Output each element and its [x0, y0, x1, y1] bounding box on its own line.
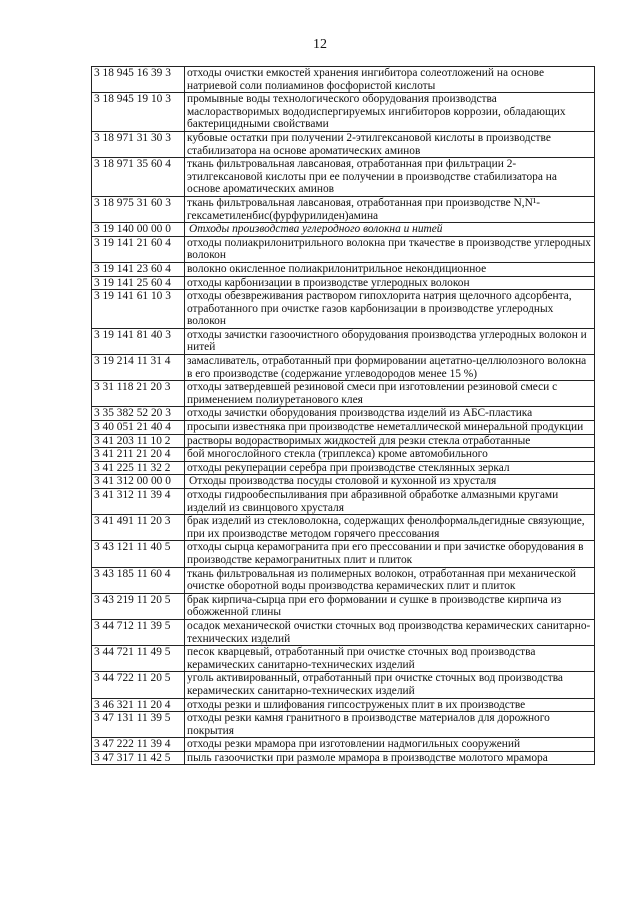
section-row	[92, 475, 595, 489]
waste-code: 3 41 203 11 10 2	[92, 434, 185, 448]
waste-code: 3 44 722 11 20 5	[92, 672, 185, 698]
waste-description: бой многослойного стекла (триплекса) кроме автомобильного	[185, 448, 595, 462]
waste-code: 3 43 219 11 20 5	[92, 593, 185, 619]
waste-description: волокно окисленное полиакрилонитрильное некондиционное	[185, 262, 595, 276]
table-row	[92, 672, 595, 698]
table-row	[92, 421, 595, 435]
table-row	[92, 196, 595, 222]
waste-description: брак кирпича-сырца при его формовании и сушке в производстве кирпича из обожженной глины	[185, 593, 595, 619]
waste-description: отходы полиакрилонитрильного волокна при ткачестве в производстве углеродных волокон	[185, 236, 595, 262]
waste-code: 3 19 141 61 10 3	[92, 290, 185, 329]
table-row	[92, 276, 595, 290]
waste-code: 3 18 945 16 39 3	[92, 67, 185, 93]
table-row	[92, 738, 595, 752]
waste-code: 3 19 141 23 60 4	[92, 262, 185, 276]
table-row	[92, 448, 595, 462]
table-row	[92, 236, 595, 262]
waste-description: просыпи известняка при производстве неметаллической минеральной продукции	[185, 421, 595, 435]
waste-code: 3 40 051 21 40 4	[92, 421, 185, 435]
waste-description: кубовые остатки при получении 2-этилгексановой кислоты в производстве стабилизатора на основе ароматических аминов	[185, 131, 595, 157]
waste-code: 3 47 317 11 42 5	[92, 751, 185, 765]
waste-description: отходы сырца керамогранита при его прессовании и при зачистке оборудования в производстве керамогранитных плит и плиток	[185, 541, 595, 567]
waste-description: отходы резки и шлифования гипсоструженых плит в их производстве	[185, 698, 595, 712]
waste-code: 3 19 140 00 00 0	[92, 223, 185, 237]
table-row	[92, 158, 595, 197]
table-row	[92, 712, 595, 738]
waste-description: отходы очистки емкостей хранения ингибитора солеотложений на основе натриевой соли полиаминов фосфористой кислоты	[185, 67, 595, 93]
waste-description: отходы затвердевшей резиновой смеси при изготовлении резиновой смеси с применением полиуретанового клея	[185, 381, 595, 407]
waste-code: 3 47 222 11 39 4	[92, 738, 185, 752]
waste-description: отходы карбонизации в производстве углеродных волокон	[185, 276, 595, 290]
table-row	[92, 541, 595, 567]
waste-code: 3 19 141 81 40 3	[92, 328, 185, 354]
waste-description: отходы обезвреживания раствором гипохлорита натрия щелочного адсорбента, отработанного при очистке газов карбонизации в производстве углеродных волокон	[185, 290, 595, 329]
waste-code: 3 44 721 11 49 5	[92, 646, 185, 672]
waste-description: уголь активированный, отработанный при очистке сточных вод производства керамических санитарно-технических изделий	[185, 672, 595, 698]
section-title: Отходы производства углеродного волокна и нитей	[185, 223, 595, 237]
table-row	[92, 328, 595, 354]
waste-description: замасливатель, отработанный при формировании ацетатно-целлюлозного волокна в его производстве (содержание углеводородов менее 15 %)	[185, 355, 595, 381]
waste-description: отходы гидрообеспыливания при абразивной обработке алмазными кругами изделий из свинцового хрусталя	[185, 489, 595, 515]
section-row	[92, 223, 595, 237]
waste-code: 3 43 121 11 40 5	[92, 541, 185, 567]
waste-code: 3 41 491 11 20 3	[92, 515, 185, 541]
waste-code: 3 18 975 31 60 3	[92, 196, 185, 222]
waste-code: 3 19 141 21 60 4	[92, 236, 185, 262]
waste-description: осадок механической очистки сточных вод производства керамических санитарно-технических изделий	[185, 619, 595, 645]
waste-description: отходы резки камня гранитного в производстве материалов для дорожного покрытия	[185, 712, 595, 738]
waste-description: пыль газоочистки при размоле мрамора в производстве молотого мрамора	[185, 751, 595, 765]
table-row	[92, 646, 595, 672]
table-row	[92, 489, 595, 515]
table-row	[92, 407, 595, 421]
waste-code: 3 46 321 11 20 4	[92, 698, 185, 712]
waste-description: ткань фильтровальная лавсановая, отработанная при фильтрации 2- этилгексановой кислоты при ее получении в производстве стабилизатора на основе ароматических аминов	[185, 158, 595, 197]
waste-code: 3 35 382 52 20 3	[92, 407, 185, 421]
table-row	[92, 698, 595, 712]
section-title: Отходы производства посуды столовой и кухонной из хрусталя	[185, 475, 595, 489]
waste-description: промывные воды технологического оборудования производства маслорастворимых вододиспергируемых ингибиторов коррозии, обладающих бактерицидными свойствами	[185, 93, 595, 132]
waste-description: растворы водорастворимых жидкостей для резки стекла отработанные	[185, 434, 595, 448]
waste-code: 3 41 312 00 00 0	[92, 475, 185, 489]
table-row	[92, 290, 595, 329]
waste-description: ткань фильтровальная из полимерных волокон, отработанная при механической очистке оборотной воды производства керамических плит и плиток	[185, 567, 595, 593]
table-row	[92, 515, 595, 541]
waste-description: брак изделий из стекловолокна, содержащих фенолформальдегидные связующие, при их производстве методом горячего прессования	[185, 515, 595, 541]
table-row	[92, 434, 595, 448]
waste-code: 3 18 971 31 30 3	[92, 131, 185, 157]
waste-description: отходы зачистки газоочистного оборудования производства углеродных волокон и нитей	[185, 328, 595, 354]
table-row	[92, 93, 595, 132]
waste-code: 3 43 185 11 60 4	[92, 567, 185, 593]
table-row	[92, 381, 595, 407]
waste-description: отходы резки мрамора при изготовлении надмогильных сооружений	[185, 738, 595, 752]
table-row	[92, 131, 595, 157]
table-row	[92, 593, 595, 619]
waste-code: 3 41 312 11 39 4	[92, 489, 185, 515]
table-row	[92, 461, 595, 475]
waste-code: 3 47 131 11 39 5	[92, 712, 185, 738]
waste-code: 3 41 211 21 20 4	[92, 448, 185, 462]
waste-code: 3 19 141 25 60 4	[92, 276, 185, 290]
waste-code: 3 41 225 11 32 2	[92, 461, 185, 475]
table-row	[92, 355, 595, 381]
waste-code: 3 44 712 11 39 5	[92, 619, 185, 645]
waste-code: 3 18 971 35 60 4	[92, 158, 185, 197]
table-row	[92, 751, 595, 765]
table-body	[92, 67, 595, 765]
table-row	[92, 262, 595, 276]
waste-code: 3 18 945 19 10 3	[92, 93, 185, 132]
table-row	[92, 619, 595, 645]
waste-classifier-table	[91, 66, 595, 765]
waste-description: отходы зачистки оборудования производства изделий из АБС-пластика	[185, 407, 595, 421]
waste-description: отходы рекуперации серебра при производстве стеклянных зеркал	[185, 461, 595, 475]
waste-description: песок кварцевый, отработанный при очистке сточных вод производства керамических санитарно-технических изделий	[185, 646, 595, 672]
waste-code: 3 19 214 11 31 4	[92, 355, 185, 381]
table-row	[92, 67, 595, 93]
waste-code: 3 31 118 21 20 3	[92, 381, 185, 407]
table-row	[92, 567, 595, 593]
waste-description: ткань фильтровальная лавсановая, отработанная при производстве N,N¹-гексаметиленбис(фурфурилиден)амина	[185, 196, 595, 222]
page-number: 12	[313, 37, 327, 52]
